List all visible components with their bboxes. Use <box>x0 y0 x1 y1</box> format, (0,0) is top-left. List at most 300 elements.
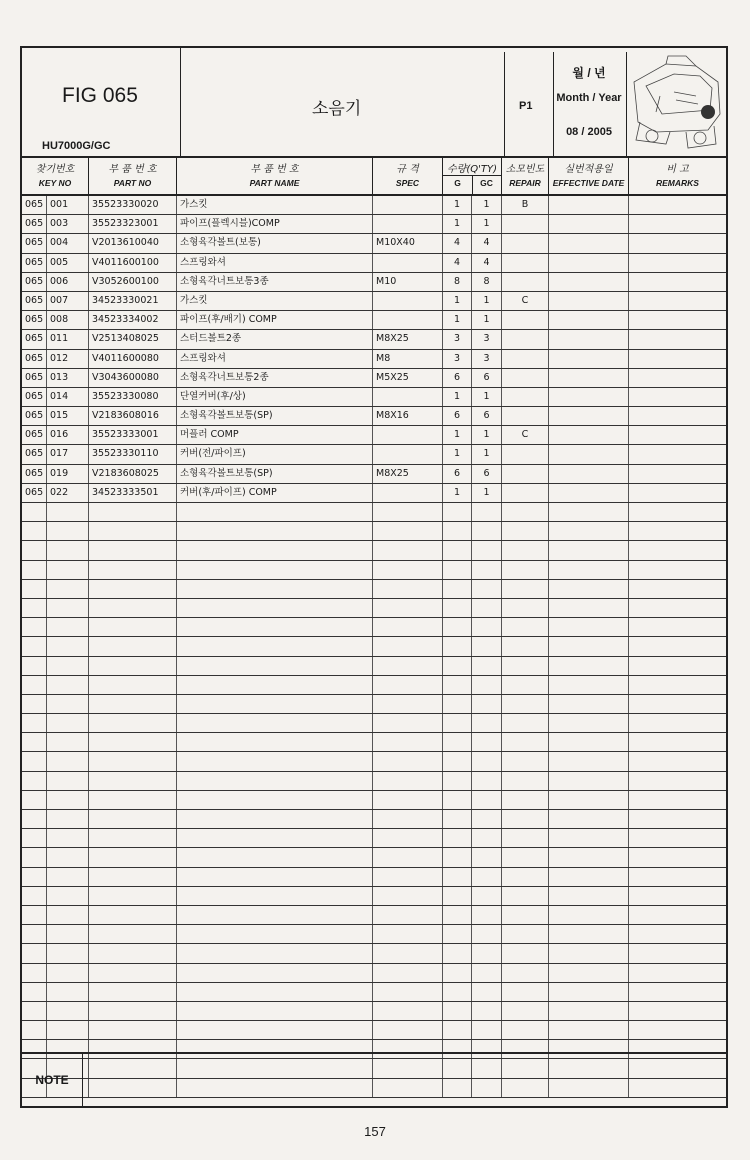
table-row <box>22 887 726 906</box>
cell-key <box>47 733 89 751</box>
cell-gc: 4 <box>472 254 502 272</box>
cell-spec <box>373 733 443 751</box>
table-row <box>22 388 726 407</box>
note-box <box>20 1052 728 1108</box>
table-row <box>22 848 726 867</box>
parts-table <box>20 158 728 1098</box>
cell-remarks <box>629 234 726 252</box>
cell-key <box>47 772 89 790</box>
cell-effective <box>549 599 629 617</box>
cell-fig: 065 <box>22 273 47 291</box>
cell-part-no: 34523333501 <box>89 484 177 502</box>
cell-gc <box>472 580 502 598</box>
cell-repair <box>502 445 549 463</box>
cell-name <box>177 676 373 694</box>
cell-repair: C <box>502 292 549 310</box>
cell-g <box>443 580 472 598</box>
cell-effective <box>549 388 629 406</box>
cell-repair <box>502 350 549 368</box>
table-row <box>22 791 726 810</box>
cell-name: 가스킷 <box>177 292 373 310</box>
cell-gc <box>472 714 502 732</box>
cell-remarks <box>629 541 726 559</box>
cell-gc <box>472 983 502 1001</box>
cell-name <box>177 541 373 559</box>
cell-key: 011 <box>47 330 89 348</box>
cell-part-no <box>89 868 177 886</box>
cell-part-no <box>89 925 177 943</box>
cell-remarks <box>629 944 726 962</box>
table-row <box>22 695 726 714</box>
cell-repair <box>502 388 549 406</box>
cell-fig <box>22 829 47 847</box>
table-body <box>22 196 726 1098</box>
cell-gc <box>472 829 502 847</box>
cell-fig <box>22 791 47 809</box>
cell-fig: 065 <box>22 234 47 252</box>
cell-g <box>443 676 472 694</box>
table-row <box>22 484 726 503</box>
cell-effective <box>549 465 629 483</box>
table-row <box>22 541 726 560</box>
cell-gc <box>472 887 502 905</box>
cell-g <box>443 561 472 579</box>
cell-part-no: V3043600080 <box>89 369 177 387</box>
cell-key <box>47 1021 89 1039</box>
cell-fig <box>22 772 47 790</box>
cell-effective <box>549 234 629 252</box>
cell-name <box>177 944 373 962</box>
table-row <box>22 503 726 522</box>
cell-part-no <box>89 503 177 521</box>
cell-gc: 1 <box>472 311 502 329</box>
cell-fig <box>22 1021 47 1039</box>
cell-g: 8 <box>443 273 472 291</box>
cell-fig: 065 <box>22 407 47 425</box>
cell-effective <box>549 772 629 790</box>
cell-name <box>177 599 373 617</box>
cell-gc: 1 <box>472 215 502 233</box>
cell-gc <box>472 618 502 636</box>
cell-g: 4 <box>443 234 472 252</box>
cell-gc <box>472 925 502 943</box>
cell-remarks <box>629 695 726 713</box>
cell-spec <box>373 541 443 559</box>
cell-effective <box>549 273 629 291</box>
cell-g <box>443 541 472 559</box>
cell-repair <box>502 733 549 751</box>
cell-repair <box>502 964 549 982</box>
cell-repair <box>502 618 549 636</box>
cell-effective <box>549 330 629 348</box>
cell-remarks <box>629 503 726 521</box>
cell-fig: 065 <box>22 388 47 406</box>
cell-remarks <box>629 848 726 866</box>
cell-fig: 065 <box>22 254 47 272</box>
cell-spec: M8 <box>373 350 443 368</box>
cell-g <box>443 1002 472 1020</box>
cell-fig <box>22 906 47 924</box>
cell-part-no <box>89 714 177 732</box>
cell-effective <box>549 752 629 770</box>
cell-g <box>443 714 472 732</box>
cell-spec <box>373 292 443 310</box>
cell-name: 파이프(플렉시블)COMP <box>177 215 373 233</box>
cell-repair <box>502 944 549 962</box>
table-row <box>22 983 726 1002</box>
cell-spec: M10X40 <box>373 234 443 252</box>
cell-spec <box>373 714 443 732</box>
cell-key <box>47 541 89 559</box>
cell-g: 1 <box>443 292 472 310</box>
cell-effective <box>549 215 629 233</box>
cell-spec <box>373 426 443 444</box>
cell-remarks <box>629 215 726 233</box>
cell-gc <box>472 772 502 790</box>
cell-key <box>47 983 89 1001</box>
cell-fig: 065 <box>22 311 47 329</box>
cell-part-no <box>89 618 177 636</box>
cell-gc: 1 <box>472 484 502 502</box>
cell-part-no: 35523330110 <box>89 445 177 463</box>
cell-key: 022 <box>47 484 89 502</box>
table-row <box>22 714 726 733</box>
cell-repair <box>502 503 549 521</box>
cell-spec <box>373 445 443 463</box>
table-row <box>22 311 726 330</box>
table-row <box>22 1021 726 1040</box>
cell-remarks <box>629 868 726 886</box>
cell-name: 소형육각볼트(보통) <box>177 234 373 252</box>
cell-fig <box>22 561 47 579</box>
cell-effective <box>549 733 629 751</box>
cell-g: 6 <box>443 407 472 425</box>
table-row <box>22 733 726 752</box>
cell-part-no <box>89 791 177 809</box>
cell-g <box>443 964 472 982</box>
cell-repair <box>502 580 549 598</box>
cell-repair <box>502 215 549 233</box>
cell-gc: 8 <box>472 273 502 291</box>
cell-remarks <box>629 311 726 329</box>
cell-spec <box>373 676 443 694</box>
cell-fig <box>22 676 47 694</box>
cell-name <box>177 657 373 675</box>
cell-part-no <box>89 810 177 828</box>
cell-key <box>47 503 89 521</box>
table-row <box>22 752 726 771</box>
cell-repair <box>502 868 549 886</box>
cell-key: 001 <box>47 196 89 214</box>
cell-gc: 6 <box>472 465 502 483</box>
cell-spec <box>373 868 443 886</box>
cell-fig <box>22 925 47 943</box>
cell-g <box>443 503 472 521</box>
cell-key: 006 <box>47 273 89 291</box>
cell-repair <box>502 273 549 291</box>
cell-effective <box>549 887 629 905</box>
cell-fig <box>22 752 47 770</box>
table-row <box>22 676 726 695</box>
cell-fig <box>22 983 47 1001</box>
cell-spec <box>373 983 443 1001</box>
cell-effective <box>549 254 629 272</box>
cell-effective <box>549 484 629 502</box>
cell-spec <box>373 829 443 847</box>
cell-repair <box>502 925 549 943</box>
cell-g <box>443 810 472 828</box>
cell-g: 1 <box>443 388 472 406</box>
cell-gc <box>472 810 502 828</box>
spec-header: 규 격 SPEC <box>373 158 443 194</box>
cell-spec <box>373 599 443 617</box>
cell-remarks <box>629 752 726 770</box>
cell-remarks <box>629 618 726 636</box>
cell-key: 012 <box>47 350 89 368</box>
cell-fig <box>22 580 47 598</box>
table-row <box>22 465 726 484</box>
cell-g <box>443 944 472 962</box>
cell-repair <box>502 369 549 387</box>
cell-g: 1 <box>443 215 472 233</box>
cell-g: 1 <box>443 311 472 329</box>
cell-part-no <box>89 695 177 713</box>
cell-remarks <box>629 964 726 982</box>
sheet-header <box>20 46 728 158</box>
cell-part-no: 35523330080 <box>89 388 177 406</box>
cell-key <box>47 964 89 982</box>
section-title: 소음기 <box>312 99 362 119</box>
note-label: NOTE <box>22 1054 83 1106</box>
cell-fig <box>22 503 47 521</box>
cell-gc <box>472 964 502 982</box>
cell-repair <box>502 657 549 675</box>
cell-part-no <box>89 657 177 675</box>
cell-effective <box>549 657 629 675</box>
cell-part-no <box>89 637 177 655</box>
cell-repair <box>502 522 549 540</box>
cell-fig <box>22 618 47 636</box>
cell-fig <box>22 944 47 962</box>
table-row <box>22 618 726 637</box>
cell-remarks <box>629 791 726 809</box>
cell-remarks <box>629 580 726 598</box>
cell-gc: 3 <box>472 330 502 348</box>
cell-gc <box>472 1021 502 1039</box>
cell-part-no: V2183608016 <box>89 407 177 425</box>
cell-spec <box>373 944 443 962</box>
cell-effective <box>549 369 629 387</box>
cell-name: 가스킷 <box>177 196 373 214</box>
fig-cell <box>22 48 181 156</box>
cell-spec <box>373 925 443 943</box>
cell-remarks <box>629 714 726 732</box>
cell-fig: 065 <box>22 196 47 214</box>
cell-remarks <box>629 196 726 214</box>
table-row <box>22 944 726 963</box>
cell-fig <box>22 657 47 675</box>
table-row <box>22 637 726 656</box>
cell-repair <box>502 848 549 866</box>
cell-remarks <box>629 273 726 291</box>
cell-spec <box>373 1021 443 1039</box>
cell-repair <box>502 234 549 252</box>
cell-effective <box>549 541 629 559</box>
cell-part-no <box>89 541 177 559</box>
cell-name: 소형육각너트보통2종 <box>177 369 373 387</box>
cell-gc <box>472 868 502 886</box>
cell-repair <box>502 311 549 329</box>
cell-g <box>443 752 472 770</box>
cell-g <box>443 522 472 540</box>
cell-spec <box>373 695 443 713</box>
cell-effective <box>549 618 629 636</box>
part-name-header: 부 품 번 호 PART NAME <box>177 158 373 194</box>
cell-remarks <box>629 733 726 751</box>
cell-effective <box>549 944 629 962</box>
cell-repair: B <box>502 196 549 214</box>
cell-name: 커버(후/파이프) COMP <box>177 484 373 502</box>
cell-name: 커버(전/파이프) <box>177 445 373 463</box>
cell-part-no <box>89 599 177 617</box>
cell-gc <box>472 752 502 770</box>
cell-part-no <box>89 752 177 770</box>
cell-remarks <box>629 254 726 272</box>
cell-part-no: V2513408025 <box>89 330 177 348</box>
cell-part-no: V4011600100 <box>89 254 177 272</box>
cell-repair <box>502 676 549 694</box>
cell-g: 1 <box>443 484 472 502</box>
cell-effective <box>549 695 629 713</box>
cell-gc: 6 <box>472 369 502 387</box>
cell-repair: C <box>502 426 549 444</box>
cell-repair <box>502 541 549 559</box>
table-header <box>22 158 726 196</box>
cell-remarks <box>629 829 726 847</box>
cell-key <box>47 522 89 540</box>
cell-key: 015 <box>47 407 89 425</box>
cell-remarks <box>629 465 726 483</box>
cell-name: 소형육각볼트보통(SP) <box>177 465 373 483</box>
cell-fig <box>22 887 47 905</box>
cell-spec <box>373 254 443 272</box>
cell-g <box>443 925 472 943</box>
cell-effective <box>549 906 629 924</box>
cell-fig <box>22 522 47 540</box>
page-tag: P1 <box>519 100 533 112</box>
cell-name: 파이프(후/배기) COMP <box>177 311 373 329</box>
cell-effective <box>549 791 629 809</box>
cell-part-no: V2183608025 <box>89 465 177 483</box>
cell-gc: 1 <box>472 292 502 310</box>
cell-name <box>177 522 373 540</box>
cell-remarks <box>629 484 726 502</box>
cell-remarks <box>629 522 726 540</box>
cell-part-no: 34523334002 <box>89 311 177 329</box>
cell-gc <box>472 676 502 694</box>
cell-effective <box>549 445 629 463</box>
cell-remarks <box>629 426 726 444</box>
cell-g <box>443 848 472 866</box>
cell-key: 008 <box>47 311 89 329</box>
cell-repair <box>502 906 549 924</box>
cell-g: 6 <box>443 465 472 483</box>
cell-gc <box>472 848 502 866</box>
cell-remarks <box>629 906 726 924</box>
cell-name: 스터드볼트2종 <box>177 330 373 348</box>
cell-effective <box>549 676 629 694</box>
key-no-header: 찾기번호 KEY NO <box>22 158 89 194</box>
cell-spec <box>373 561 443 579</box>
cell-g <box>443 906 472 924</box>
cell-part-no <box>89 1021 177 1039</box>
cell-g: 4 <box>443 254 472 272</box>
cell-g <box>443 733 472 751</box>
cell-key <box>47 714 89 732</box>
cell-part-no <box>89 887 177 905</box>
cell-key <box>47 791 89 809</box>
cell-fig: 065 <box>22 445 47 463</box>
cell-key <box>47 829 89 847</box>
cell-part-no: 35523323001 <box>89 215 177 233</box>
cell-name <box>177 714 373 732</box>
cell-spec: M8X16 <box>373 407 443 425</box>
cell-fig <box>22 637 47 655</box>
month-year-en: Month / Year <box>556 92 622 104</box>
cell-effective <box>549 311 629 329</box>
cell-gc: 1 <box>472 426 502 444</box>
page-tag-cell <box>504 52 554 156</box>
cell-gc <box>472 657 502 675</box>
cell-repair <box>502 407 549 425</box>
cell-gc <box>472 637 502 655</box>
cell-key <box>47 580 89 598</box>
cell-gc: 3 <box>472 350 502 368</box>
cell-effective <box>549 561 629 579</box>
cell-repair <box>502 983 549 1001</box>
cell-gc: 1 <box>472 388 502 406</box>
cell-effective <box>549 1002 629 1020</box>
cell-repair <box>502 484 549 502</box>
cell-g <box>443 983 472 1001</box>
cell-key: 017 <box>47 445 89 463</box>
cell-gc: 4 <box>472 234 502 252</box>
cell-part-no: 35523330020 <box>89 196 177 214</box>
cell-part-no <box>89 1002 177 1020</box>
cell-spec <box>373 752 443 770</box>
cell-spec <box>373 388 443 406</box>
table-row <box>22 215 726 234</box>
cell-key <box>47 695 89 713</box>
cell-key <box>47 752 89 770</box>
cell-remarks <box>629 445 726 463</box>
cell-g <box>443 618 472 636</box>
cell-part-no <box>89 983 177 1001</box>
cell-spec: M8X25 <box>373 465 443 483</box>
cell-effective <box>549 580 629 598</box>
cell-key: 003 <box>47 215 89 233</box>
cell-effective <box>549 829 629 847</box>
cell-name <box>177 887 373 905</box>
cell-name <box>177 1021 373 1039</box>
qty-header: 수량(Q'TY) G GC <box>443 158 502 194</box>
cell-effective <box>549 426 629 444</box>
cell-name <box>177 772 373 790</box>
cell-name <box>177 983 373 1001</box>
cell-remarks <box>629 561 726 579</box>
cell-remarks <box>629 330 726 348</box>
cell-name <box>177 752 373 770</box>
